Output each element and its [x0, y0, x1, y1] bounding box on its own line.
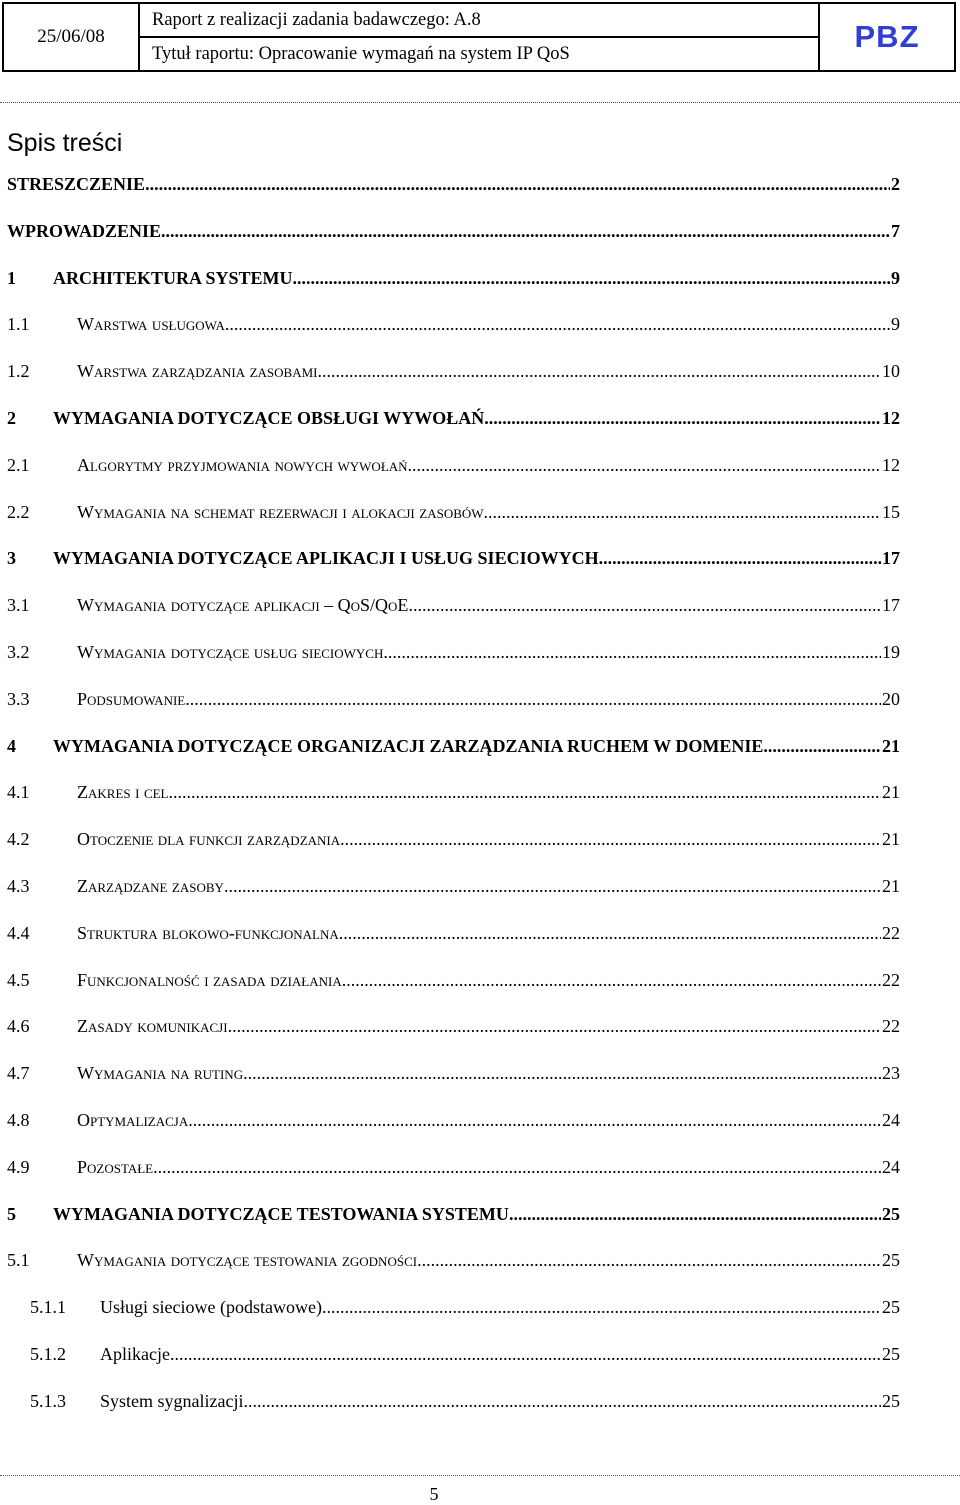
toc-leader-dots: [293, 266, 890, 290]
toc-leader-dots: [243, 1389, 881, 1413]
toc-leader-dots: [153, 1155, 881, 1179]
toc-entry[interactable]: [0, 1295, 900, 1342]
toc-entry-label: Struktura blokowo-funkcjonalna: [77, 922, 339, 943]
toc-leader-dots: [161, 219, 890, 243]
pbz-logo: PBZ: [819, 3, 955, 71]
toc-leader-dots: [322, 1295, 881, 1319]
toc-entry-number: 4: [7, 735, 16, 756]
toc-entry-number: 3.3: [7, 688, 30, 709]
toc-entry-page: 25: [882, 1250, 900, 1271]
toc-entry-number: 1.2: [7, 361, 30, 382]
toc-entry-page: 7: [891, 220, 900, 241]
toc-leader-dots: [188, 1108, 881, 1132]
table-of-contents: [0, 172, 960, 1436]
toc-entry-page: 10: [882, 361, 900, 382]
toc-entry-page: 9: [891, 267, 900, 288]
toc-entry-page: 21: [882, 875, 900, 896]
toc-entry-number: 5.1.2: [30, 1343, 66, 1364]
toc-entry-label: WYMAGANIA DOTYCZĄCE OBSŁUGI WYWOŁAŃ: [53, 407, 485, 428]
toc-leader-dots: [170, 1342, 881, 1366]
toc-entry-page: 22: [882, 969, 900, 990]
toc-leader-dots: [340, 827, 881, 851]
toc-leader-dots: [484, 500, 881, 524]
toc-entry[interactable]: [0, 1248, 900, 1295]
toc-entry-label: Wymagania na ruting: [77, 1063, 244, 1084]
toc-entry-number: 5: [7, 1203, 16, 1224]
toc-heading: Spis treści: [7, 129, 123, 157]
header-divider: [0, 102, 960, 103]
toc-entry-page: 9: [891, 314, 900, 335]
toc-entry-page: 25: [882, 1343, 900, 1364]
footer-divider: [0, 1475, 960, 1476]
toc-entry[interactable]: [0, 453, 900, 500]
toc-entry-page: 23: [882, 1063, 900, 1084]
toc-entry[interactable]: [0, 406, 900, 453]
toc-entry[interactable]: [0, 968, 900, 1015]
toc-entry-label: Zasady komunikacji: [77, 1016, 228, 1037]
toc-entry[interactable]: [0, 1108, 900, 1155]
toc-entry-number: 4.9: [7, 1156, 30, 1177]
toc-entry[interactable]: [0, 640, 900, 687]
toc-entry-label: Zarządzane zasoby: [77, 875, 224, 896]
toc-entry[interactable]: [0, 500, 900, 547]
toc-leader-dots: [484, 406, 881, 430]
toc-entry-number: 4.8: [7, 1109, 30, 1130]
toc-entry-page: 21: [882, 735, 900, 756]
toc-entry[interactable]: [0, 359, 900, 406]
toc-entry-label: Otoczenie dla funkcji zarządzania: [77, 829, 341, 850]
toc-entry-number: 5.1: [7, 1250, 30, 1271]
toc-entry-label: ARCHITEKTURA SYSTEMU: [53, 267, 293, 288]
toc-entry-number: 4.4: [7, 922, 30, 943]
toc-entry-page: 24: [882, 1109, 900, 1130]
header-date: 25/06/08: [3, 3, 139, 71]
toc-entry[interactable]: [0, 921, 900, 968]
toc-entry-number: 2.1: [7, 454, 30, 475]
toc-leader-dots: [339, 921, 881, 945]
toc-leader-dots: [599, 546, 881, 570]
toc-entry-label: Podsumowanie: [77, 688, 186, 709]
toc-entry-number: 3.1: [7, 595, 30, 616]
toc-entry-label: WPROWADZENIE: [7, 220, 162, 241]
toc-entry[interactable]: [0, 827, 900, 874]
toc-entry-label: Warstwa zarządzania zasobami: [77, 361, 318, 382]
toc-entry-page: 17: [882, 595, 900, 616]
toc-entry-page: 15: [882, 501, 900, 522]
toc-entry[interactable]: [0, 780, 900, 827]
toc-leader-dots: [763, 734, 881, 758]
toc-leader-dots: [243, 1061, 881, 1085]
toc-entry-number: 4.2: [7, 829, 30, 850]
toc-entry-label: WYMAGANIA DOTYCZĄCE TESTOWANIA SYSTEMU: [53, 1203, 509, 1224]
toc-leader-dots: [408, 453, 881, 477]
toc-entry[interactable]: [0, 593, 900, 640]
toc-entry-label: STRESZCZENIE: [7, 174, 146, 194]
toc-leader-dots: [185, 687, 881, 711]
toc-entry[interactable]: [0, 1202, 900, 1249]
toc-entry-label: Wymagania dotyczące usług sieciowych: [77, 641, 384, 662]
toc-entry-label: Algorytmy przyjmowania nowych wywołań: [77, 454, 408, 475]
toc-entry-page: 24: [882, 1156, 900, 1177]
toc-entry[interactable]: [0, 546, 900, 593]
toc-entry-page: 25: [882, 1297, 900, 1318]
toc-entry[interactable]: [0, 1389, 900, 1436]
toc-leader-dots: [417, 1248, 881, 1272]
toc-entry-number: 1.1: [7, 314, 30, 335]
toc-entry-number: 4.5: [7, 969, 30, 990]
toc-entry-page: 17: [882, 548, 900, 569]
header-title-line: Tytuł raportu: Opracowanie wymagań na system IP QoS: [139, 37, 819, 71]
toc-entry-page: 21: [882, 782, 900, 803]
toc-entry-label: Zakres i cel: [77, 782, 169, 803]
toc-entry[interactable]: [0, 266, 900, 313]
toc-leader-dots: [383, 640, 881, 664]
toc-entry-label: Wymagania na schemat rezerwacji i alokacji zasobów: [77, 501, 484, 522]
toc-entry-label: Wymagania dotyczące testowania zgodności: [77, 1250, 418, 1271]
toc-entry-label: Optymalizacja: [77, 1109, 189, 1130]
page-number: 5: [429, 1484, 439, 1504]
toc-entry-page: 19: [882, 641, 900, 662]
toc-entry-label: Pozostałe: [77, 1156, 154, 1177]
toc-entry-page: 20: [882, 688, 900, 709]
toc-entry-page: 12: [882, 407, 900, 428]
toc-entry-label: WYMAGANIA DOTYCZĄCE APLIKACJI I USŁUG SIECIOWYCH: [53, 548, 599, 569]
toc-entry-number: 3.2: [7, 641, 30, 662]
toc-entry[interactable]: [0, 1014, 900, 1061]
toc-entry[interactable]: [0, 1155, 900, 1202]
toc-entry-number: 4.1: [7, 782, 30, 803]
toc-leader-dots: [169, 780, 882, 804]
toc-entry[interactable]: [0, 734, 900, 781]
toc-leader-dots: [509, 1202, 881, 1226]
toc-leader-dots: [225, 312, 890, 336]
toc-entry-number: 5.1.1: [30, 1297, 66, 1318]
toc-entry-page: 25: [882, 1390, 900, 1411]
toc-entry-number: 3: [7, 548, 16, 569]
toc-entry-number: 4.3: [7, 875, 30, 896]
toc-entry[interactable]: [0, 874, 900, 921]
toc-entry[interactable]: [0, 687, 900, 734]
report-header: [2, 2, 956, 72]
toc-entry-page: 12: [882, 454, 900, 475]
toc-entry-page: 22: [882, 922, 900, 943]
toc-entry[interactable]: [0, 312, 900, 359]
toc-entry-label: Wymagania dotyczące aplikacji – QoS/QoE: [77, 595, 409, 616]
toc-leader-dots: [342, 968, 881, 992]
toc-entry-number: 4.6: [7, 1016, 30, 1037]
toc-entry-label: Aplikacje: [100, 1343, 170, 1364]
toc-entry-page: 21: [882, 829, 900, 850]
toc-entry-number: 2: [7, 407, 16, 428]
toc-entry-number: 2.2: [7, 501, 30, 522]
toc-entry[interactable]: [0, 219, 900, 266]
toc-entry-page: 25: [882, 1203, 900, 1224]
toc-entry-label: Funkcjonalność i zasada działania: [77, 969, 342, 990]
toc-entry-page: 2: [891, 174, 900, 194]
toc-entry-number: 5.1.3: [30, 1390, 66, 1411]
toc-leader-dots: [224, 874, 881, 898]
toc-leader-dots: [317, 359, 881, 383]
toc-entry[interactable]: [0, 1061, 900, 1108]
toc-entry[interactable]: [0, 172, 900, 219]
toc-leader-dots: [145, 172, 890, 196]
toc-entry[interactable]: [0, 1342, 900, 1389]
toc-entry-label: System sygnalizacji: [100, 1390, 244, 1411]
toc-leader-dots: [228, 1014, 881, 1038]
toc-entry-number: 1: [7, 267, 16, 288]
header-report-line: Raport z realizacji zadania badawczego: A.8: [139, 3, 819, 37]
toc-entry-label: Warstwa usługowa: [77, 314, 225, 335]
toc-entry-number: 4.7: [7, 1063, 30, 1084]
toc-entry-label: WYMAGANIA DOTYCZĄCE ORGANIZACJI ZARZĄDZANIA RUCHEM W DOMENIE: [53, 735, 764, 756]
toc-leader-dots: [408, 593, 881, 617]
toc-entry-label: Usługi sieciowe (podstawowe): [100, 1297, 322, 1318]
toc-entry-page: 22: [882, 1016, 900, 1037]
